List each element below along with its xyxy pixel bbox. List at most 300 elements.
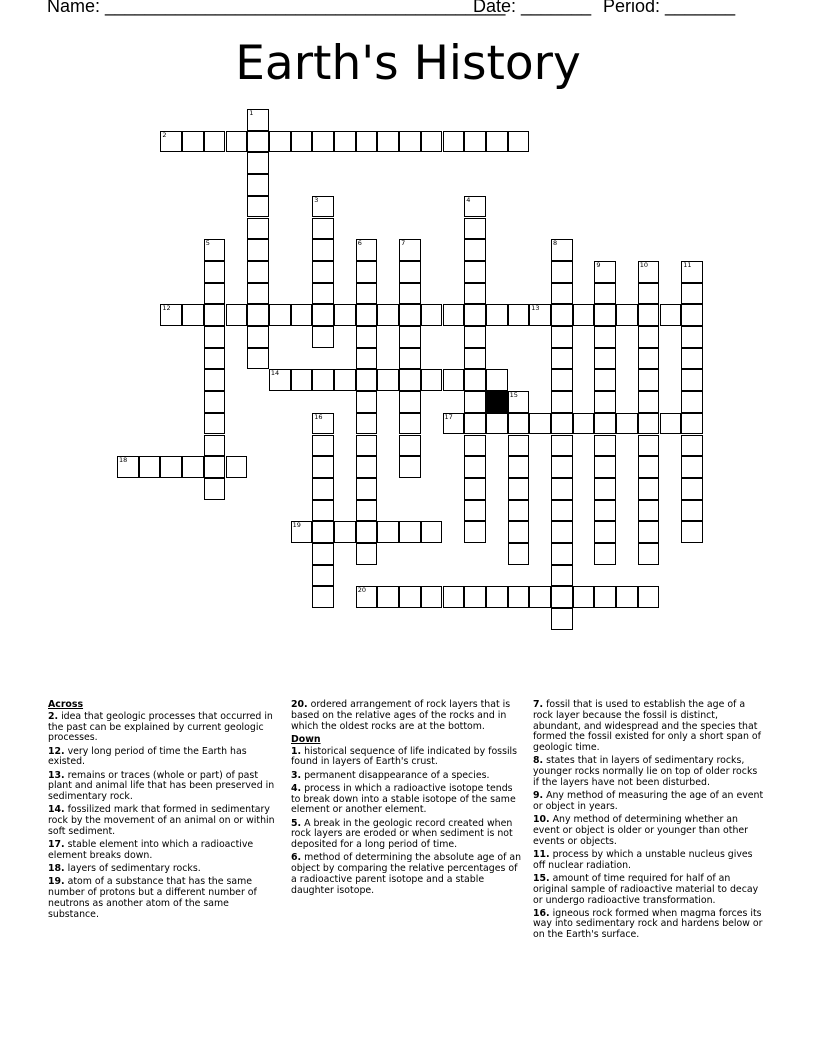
clue-across-14: [48, 805, 280, 837]
clue-across-18: [48, 864, 280, 875]
clue-across-20: [291, 700, 523, 732]
clue-number: 1.: [291, 745, 302, 757]
grid-cell[interactable]: [356, 478, 378, 500]
across-heading: Across: [48, 699, 84, 710]
clue-text: Any method of determining whether an event or object is older or younger than other events or objects.: [533, 814, 749, 847]
grid-cell[interactable]: [160, 131, 182, 153]
clue-text: process by which a unstable nucleus gives off nuclear radiation.: [533, 848, 753, 871]
grid-cell[interactable]: [464, 196, 486, 218]
clue-text: process in which a radioactive isotope tends to break down into a stable isotope of the same element or another element.: [291, 782, 516, 816]
grid-cell[interactable]: [399, 435, 421, 457]
grid-cell[interactable]: [356, 521, 378, 543]
grid-cell[interactable]: [594, 543, 616, 565]
grid-cell[interactable]: [508, 500, 530, 522]
grid-cell[interactable]: [594, 456, 616, 478]
clue-text: stable element into which a radioactive element breaks down.: [48, 839, 254, 861]
grid-cell[interactable]: [334, 369, 356, 391]
grid-cell[interactable]: [573, 586, 595, 608]
grid-cell[interactable]: [594, 326, 616, 348]
grid-cell[interactable]: [486, 131, 508, 153]
grid-cell[interactable]: [204, 369, 226, 391]
grid-cell[interactable]: [377, 521, 399, 543]
grid-cell[interactable]: [334, 131, 356, 153]
grid-cell[interactable]: [377, 369, 399, 391]
clue-number: 18.: [48, 863, 65, 875]
clue-number-label: 10: [639, 260, 649, 269]
clue-text: igneous rock formed when magma forces its way into sedimentary rock and hardens below or on the Earth's surface.: [533, 907, 763, 941]
grid-cell[interactable]: [204, 435, 226, 457]
grid-cell[interactable]: [443, 131, 465, 153]
clues-column-3: [533, 700, 765, 943]
clue-number-label: 17: [444, 412, 453, 421]
grid-cell[interactable]: [247, 326, 269, 348]
grid-cell[interactable]: [508, 131, 530, 153]
grid-cell[interactable]: [269, 131, 291, 153]
grid-cell[interactable]: [204, 261, 226, 283]
grid-cell[interactable]: [594, 435, 616, 457]
grid-cell[interactable]: [399, 348, 421, 370]
clue-number: 20.: [291, 699, 308, 710]
grid-cell[interactable]: [638, 413, 660, 435]
grid-cell[interactable]: [594, 500, 616, 522]
grid-cell[interactable]: [594, 478, 616, 500]
clue-number-label: 2: [162, 130, 167, 139]
clue-number: 10.: [533, 814, 550, 826]
grid-cell[interactable]: [638, 261, 660, 283]
clue-down-1: [291, 747, 523, 769]
grid-cell[interactable]: [204, 131, 226, 153]
grid-cell[interactable]: [312, 565, 334, 587]
clue-number-label: 9: [596, 260, 601, 269]
grid-cell[interactable]: [551, 326, 573, 348]
grid-cell[interactable]: [377, 586, 399, 608]
grid-cell[interactable]: [182, 456, 204, 478]
grid-cell[interactable]: [204, 283, 226, 305]
grid-cell[interactable]: [443, 304, 465, 326]
name-field[interactable]: Name: ________________________________________: [47, 0, 506, 16]
clue-number-label: 3: [314, 195, 319, 204]
grid-cell[interactable]: [508, 304, 530, 326]
clue-number: 17.: [48, 839, 65, 851]
grid-cell[interactable]: [356, 283, 378, 305]
clue-number: 13.: [48, 769, 65, 781]
grid-cell[interactable]: [508, 435, 530, 457]
grid-cell[interactable]: [204, 326, 226, 348]
grid-cell[interactable]: [312, 586, 334, 608]
grid-cell[interactable]: [399, 304, 421, 326]
period-field[interactable]: Period: _______: [603, 0, 736, 16]
grid-cell[interactable]: [551, 435, 573, 457]
grid-cell[interactable]: [421, 304, 443, 326]
grid-cell[interactable]: [508, 521, 530, 543]
grid-cell[interactable]: [312, 500, 334, 522]
grid-cell[interactable]: [421, 586, 443, 608]
page-title: Earth's History: [235, 36, 581, 91]
grid-cell[interactable]: [508, 543, 530, 565]
clue-number-label: 5: [205, 239, 210, 248]
clue-number-label: 20: [357, 586, 366, 595]
clue-number-label: 12: [162, 304, 171, 313]
grid-cell[interactable]: [529, 304, 551, 326]
clue-across-12: [48, 747, 280, 769]
clue-number: 8.: [533, 755, 544, 767]
grid-cell[interactable]: [508, 586, 530, 608]
grid-cell[interactable]: [594, 391, 616, 413]
grid-cell[interactable]: [551, 608, 573, 630]
grid-cell[interactable]: [464, 478, 486, 500]
grid-cell[interactable]: [638, 304, 660, 326]
grid-cell[interactable]: [681, 304, 703, 326]
grid-cell[interactable]: [399, 326, 421, 348]
grid-cell[interactable]: [594, 521, 616, 543]
grid-cell[interactable]: [204, 456, 226, 478]
grid-cell[interactable]: [464, 326, 486, 348]
grid-cell[interactable]: [312, 218, 334, 240]
grid-cell[interactable]: [399, 391, 421, 413]
grid-cell[interactable]: [247, 304, 269, 326]
grid-cell[interactable]: [399, 131, 421, 153]
clue-down-10: [533, 815, 765, 847]
grid-cell[interactable]: [312, 521, 334, 543]
grid-cell[interactable]: [551, 348, 573, 370]
grid-cell[interactable]: [247, 152, 269, 174]
grid-cell[interactable]: [247, 109, 269, 131]
grid-cell[interactable]: [464, 456, 486, 478]
grid-cell[interactable]: [291, 131, 313, 153]
clue-number-label: 8: [553, 239, 558, 248]
grid-cell[interactable]: [312, 435, 334, 457]
grid-cell[interactable]: [399, 413, 421, 435]
clue-text: method of determining the absolute age of an object by comparing the relative percentages of a radioactive parent isotope and a stable daughter isotope.: [291, 852, 522, 896]
grid-cell[interactable]: [356, 326, 378, 348]
grid-cell[interactable]: [508, 456, 530, 478]
grid-cell[interactable]: [551, 478, 573, 500]
grid-cell[interactable]: [312, 304, 334, 326]
grid-cell[interactable]: [356, 586, 378, 608]
grid-cell[interactable]: [464, 304, 486, 326]
grid-cell[interactable]: [312, 326, 334, 348]
grid-cell[interactable]: [291, 369, 313, 391]
grid-cell[interactable]: [594, 283, 616, 305]
grid-cell[interactable]: [594, 348, 616, 370]
grid-cell[interactable]: [356, 304, 378, 326]
grid-cell[interactable]: [551, 456, 573, 478]
grid-cell[interactable]: [594, 369, 616, 391]
clue-text: A break in the geologic record created when rock layers are eroded or when sediment is not deposited for a long period of time.: [291, 817, 513, 851]
grid-cell[interactable]: [356, 131, 378, 153]
grid-cell[interactable]: [291, 304, 313, 326]
grid-cell[interactable]: [638, 326, 660, 348]
grid-cell[interactable]: [464, 500, 486, 522]
clue-text: Any method of measuring the age of an event or object in years.: [533, 790, 764, 812]
clue-number-label: 7: [401, 239, 406, 248]
grid-cell[interactable]: [356, 391, 378, 413]
grid-cell[interactable]: [399, 586, 421, 608]
grid-cell[interactable]: [551, 304, 573, 326]
grid-cell[interactable]: [443, 413, 465, 435]
grid-cell[interactable]: [551, 543, 573, 565]
grid-cell[interactable]: [551, 283, 573, 305]
grid-cell[interactable]: [204, 413, 226, 435]
grid-cell[interactable]: [269, 304, 291, 326]
grid-cell[interactable]: [486, 369, 508, 391]
grid-cell[interactable]: [377, 304, 399, 326]
grid-cell[interactable]: [204, 239, 226, 261]
grid-cell[interactable]: [464, 239, 486, 261]
clue-number: 5.: [291, 817, 302, 829]
grid-cell[interactable]: [681, 283, 703, 305]
grid-cell[interactable]: [247, 348, 269, 370]
grid-cell[interactable]: [443, 586, 465, 608]
clue-text: very long period of time the Earth has existed.: [48, 745, 247, 768]
grid-cell[interactable]: [399, 456, 421, 478]
grid-cell[interactable]: [312, 283, 334, 305]
clue-number-label: 18: [119, 456, 128, 465]
grid-cell[interactable]: [551, 521, 573, 543]
clue-across-13: [48, 771, 280, 803]
grid-cell[interactable]: [638, 500, 660, 522]
grid-cell[interactable]: [334, 304, 356, 326]
grid-cell[interactable]: [638, 521, 660, 543]
clue-number: 9.: [533, 790, 544, 802]
grid-cell[interactable]: [204, 478, 226, 500]
grid-cell[interactable]: [464, 348, 486, 370]
clue-number: 19.: [48, 876, 65, 888]
grid-cell[interactable]: [117, 456, 139, 478]
grid-cell[interactable]: [681, 521, 703, 543]
grid-cell[interactable]: [204, 348, 226, 370]
grid-cell[interactable]: [312, 413, 334, 435]
grid-cell[interactable]: [443, 369, 465, 391]
grid-cell[interactable]: [182, 304, 204, 326]
grid-cell[interactable]: [594, 261, 616, 283]
clue-number-label: 4: [466, 195, 471, 204]
grid-cell[interactable]: [594, 304, 616, 326]
grid-cell[interactable]: [226, 131, 248, 153]
clues-column-2: [291, 700, 523, 899]
grid-cell[interactable]: [660, 413, 682, 435]
clue-text: atom of a substance that has the same number of protons but a different number of neutrons as another atom of the same substance.: [48, 876, 257, 920]
grid-cell[interactable]: [551, 391, 573, 413]
clue-text: idea that geologic processes that occurred in the past can be explained by current geologic processes.: [48, 710, 273, 744]
grid-cell[interactable]: [312, 369, 334, 391]
grid-cell[interactable]: [681, 326, 703, 348]
grid-cell[interactable]: [638, 435, 660, 457]
clue-number: 6.: [291, 852, 302, 864]
grid-cell[interactable]: [681, 261, 703, 283]
clue-number: 15.: [533, 872, 550, 884]
grid-cell[interactable]: [681, 348, 703, 370]
clue-across-2: [48, 712, 280, 744]
clue-number: 3.: [291, 769, 302, 781]
grid-cell[interactable]: [638, 478, 660, 500]
grid-cell[interactable]: [486, 586, 508, 608]
grid-cell[interactable]: [204, 391, 226, 413]
grid-cell[interactable]: [247, 131, 269, 153]
grid-cell[interactable]: [551, 261, 573, 283]
grid-cell[interactable]: [529, 413, 551, 435]
grid-cell[interactable]: [464, 131, 486, 153]
grid-cell[interactable]: [551, 565, 573, 587]
grid-cell[interactable]: [356, 456, 378, 478]
clue-down-11: [533, 850, 765, 872]
grid-cell[interactable]: [638, 348, 660, 370]
grid-cell[interactable]: [551, 500, 573, 522]
clue-down-3: [291, 771, 523, 782]
grid-cell[interactable]: [356, 435, 378, 457]
grid-cell[interactable]: [182, 131, 204, 153]
clue-text: ordered arrangement of rock layers that is based on the relative ages of the rocks and in which the oldest rocks are at the bottom.: [291, 699, 511, 732]
grid-cell[interactable]: [312, 131, 334, 153]
date-field[interactable]: Date: _______: [473, 0, 592, 16]
clue-number-label: 1: [249, 109, 254, 117]
grid-cell[interactable]: [464, 391, 486, 413]
grid-cell[interactable]: [356, 239, 378, 261]
clue-number: 14.: [48, 804, 65, 816]
grid-cell[interactable]: [312, 239, 334, 261]
clue-text: amount of time required for half of an original sample of radioactive material to decay or undergo radioactive transformation.: [533, 872, 759, 906]
clue-text: layers of sedimentary rocks.: [67, 863, 201, 875]
clue-number: 2.: [48, 710, 59, 722]
clue-text: historical sequence of life indicated by fossils found in layers of Earth's crust.: [291, 745, 518, 768]
grid-cell[interactable]: [312, 478, 334, 500]
clue-down-16: [533, 909, 765, 941]
grid-cell[interactable]: [160, 456, 182, 478]
clue-number: 4.: [291, 782, 302, 794]
grid-cell[interactable]: [508, 413, 530, 435]
grid-cell[interactable]: [681, 456, 703, 478]
clue-number-label: 16: [314, 412, 323, 421]
grid-cell[interactable]: [551, 369, 573, 391]
grid-cell[interactable]: [681, 435, 703, 457]
grid-cell[interactable]: [399, 261, 421, 283]
clue-text: permanent disappearance of a species.: [304, 769, 490, 781]
grid-cell[interactable]: [594, 586, 616, 608]
grid-cell[interactable]: [486, 413, 508, 435]
grid-cell[interactable]: [464, 283, 486, 305]
grid-cell[interactable]: [247, 283, 269, 305]
grid-cell[interactable]: [681, 413, 703, 435]
grid-cell[interactable]: [638, 586, 660, 608]
grid-cell[interactable]: [399, 521, 421, 543]
grid-cell[interactable]: [204, 304, 226, 326]
grid-cell[interactable]: [681, 478, 703, 500]
grid-cell[interactable]: [247, 174, 269, 196]
grid-cell[interactable]: [638, 283, 660, 305]
grid-cell[interactable]: [508, 391, 530, 413]
clue-number-label: 13: [531, 304, 540, 313]
grid-cell[interactable]: [573, 413, 595, 435]
grid-cell[interactable]: [638, 456, 660, 478]
grid-cell[interactable]: [464, 369, 486, 391]
clue-number-label: 15: [509, 391, 518, 400]
grid-cell[interactable]: [312, 543, 334, 565]
down-heading: Down: [291, 733, 321, 745]
grid-cell[interactable]: [508, 478, 530, 500]
clues-column-1: [48, 700, 280, 923]
clue-number-label: 14: [270, 369, 280, 378]
grid-cell[interactable]: [638, 543, 660, 565]
clue-number: 7.: [533, 699, 544, 710]
grid-cell[interactable]: [681, 369, 703, 391]
grid-cell[interactable]: [421, 369, 443, 391]
clue-number: 12.: [48, 745, 65, 757]
grid-cell[interactable]: [356, 543, 378, 565]
grid-cell[interactable]: [356, 261, 378, 283]
grid-cell[interactable]: [312, 456, 334, 478]
grid-cell[interactable]: [356, 348, 378, 370]
grid-cell[interactable]: [269, 369, 291, 391]
grid-cell[interactable]: [551, 239, 573, 261]
grid-cell[interactable]: [551, 413, 573, 435]
clue-number-label: 11: [683, 260, 692, 269]
grid-cell[interactable]: [356, 413, 378, 435]
grid-cell[interactable]: [638, 369, 660, 391]
clue-text: states that in layers of sedimentary rocks, younger rocks normally lie on top of older rocks if the layers have not been disturbed.: [533, 755, 758, 788]
grid-cell[interactable]: [421, 521, 443, 543]
grid-cell[interactable]: [464, 435, 486, 457]
grid-cell[interactable]: [681, 500, 703, 522]
clue-down-6: [291, 853, 523, 896]
grid-cell[interactable]: [464, 586, 486, 608]
grid-cell[interactable]: [247, 196, 269, 218]
grid-cell[interactable]: [334, 521, 356, 543]
grid-cell[interactable]: [616, 586, 638, 608]
grid-cell[interactable]: [486, 304, 508, 326]
grid-cell[interactable]: [399, 369, 421, 391]
grid-cell[interactable]: [594, 413, 616, 435]
grid-cell[interactable]: [616, 304, 638, 326]
grid-cell[interactable]: [247, 261, 269, 283]
grid-cell[interactable]: [529, 586, 551, 608]
grid-cell[interactable]: [464, 413, 486, 435]
grid-cell[interactable]: [247, 239, 269, 261]
clue-across-19: [48, 877, 280, 920]
grid-cell[interactable]: [660, 304, 682, 326]
grid-cell[interactable]: [160, 304, 182, 326]
grid-cell[interactable]: [377, 131, 399, 153]
clue-number-label: 19: [292, 521, 301, 530]
grid-cell[interactable]: [421, 131, 443, 153]
grid-cell[interactable]: [464, 261, 486, 283]
grid-cell[interactable]: [226, 304, 248, 326]
grid-cell[interactable]: [638, 391, 660, 413]
grid-cell[interactable]: [312, 261, 334, 283]
grid-cell[interactable]: [573, 304, 595, 326]
clue-number: 11.: [533, 848, 550, 860]
grid-cell[interactable]: [464, 521, 486, 543]
grid-cell[interactable]: [291, 521, 313, 543]
black-cell: [486, 391, 508, 413]
clue-down-15: [533, 874, 765, 906]
grid-cell[interactable]: [464, 218, 486, 240]
grid-cell[interactable]: [399, 239, 421, 261]
grid-cell[interactable]: [551, 586, 573, 608]
grid-cell[interactable]: [616, 413, 638, 435]
grid-cell[interactable]: [139, 456, 161, 478]
grid-cell[interactable]: [247, 218, 269, 240]
grid-cell[interactable]: [399, 283, 421, 305]
grid-cell[interactable]: [356, 369, 378, 391]
grid-cell[interactable]: [356, 500, 378, 522]
grid-cell[interactable]: [312, 196, 334, 218]
clue-text: fossilized mark that formed in sedimentary rock by the movement of an animal on or within soft sediment.: [48, 804, 275, 837]
grid-cell[interactable]: [681, 391, 703, 413]
clue-text: remains or traces (whole or part) of past plant and animal life that has been preserved in sedimentary rock.: [48, 769, 275, 803]
clue-down-7: [533, 700, 765, 754]
clue-text: fossil that is used to establish the age of a rock layer because the fossil is distinct, abundant, and widespread and the species that formed the fossil existed for only a short span of geologic time.: [533, 699, 761, 754]
grid-cell[interactable]: [226, 456, 248, 478]
